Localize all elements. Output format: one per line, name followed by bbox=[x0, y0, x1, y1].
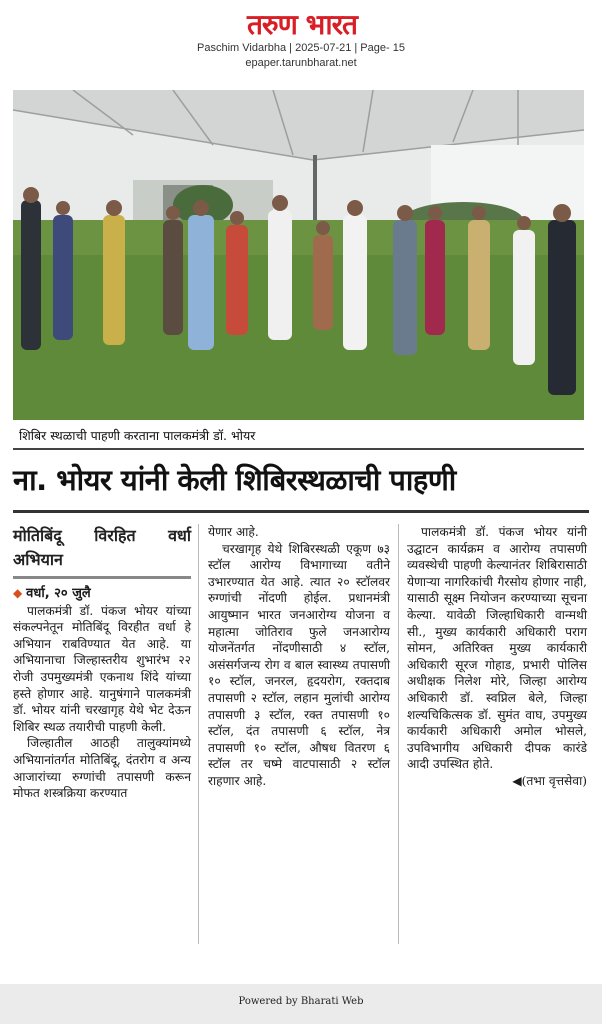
paragraph: येणार आहे. bbox=[208, 525, 259, 539]
dateline: वर्धा, २० जुलै bbox=[26, 586, 91, 601]
column-rule bbox=[198, 524, 199, 944]
paragraph: जिल्हातील आठही तालुक्यांमध्ये अभियानांतर्गत मोतिबिंदू, दंतरोग व अन्य आजारांच्या रुग्णांची तपासणी करून मोफत शस्त्रक्रिया करण्यात bbox=[13, 736, 191, 801]
article-column-1 bbox=[13, 524, 191, 802]
footer bbox=[0, 984, 602, 1024]
column-rule bbox=[398, 524, 399, 944]
diamond-bullet-icon: ◆ bbox=[13, 586, 23, 600]
masthead bbox=[0, 0, 602, 88]
article-headline: ना. भोयर यांनी केली शिबिरस्थळाची पाहणी bbox=[13, 463, 456, 497]
credit-line bbox=[407, 773, 587, 790]
logo-text: तरुण भारत bbox=[246, 8, 358, 41]
powered-by-link[interactable]: Powered by Bharati Web bbox=[238, 996, 364, 1007]
paragraph: पालकमंत्री डॉ. पंकज भोयर यांनी उद्घाटन कार्यक्रम व आरोग्य तपासणी व्यवस्थेची पाहणी केल्यानंतर शिबिरासाठी येणाऱ्या नागरिकांची गैरसोय होणार नाही, यासाठी सूक्ष्म नियोजन करण्याच्या सूचना केल्या. यावेळी जिल्हाधिकारी वान्मथी सी., मुख्य कार्यकारी अधिकारी पराग सोमन, अतिरिक्त मुख्य कार्यकारी अधिकारी सूरज गोहाड, प्रभारी पोलिस अधीक्षक निलेश मोरे, जिल्हा आरोग्य अधिकारी डॉ. स्वप्निल बेले, जिल्हा शल्यचिकित्सक डॉ. सुमंत वाघ, उपमुख्य कार्यकारी अधिकारी अमोल भोसले, उपविभागीय अधिकारी दीपक कारंडे आदी उपस्थित होते. bbox=[407, 525, 587, 772]
paragraph: पालकमंत्री डॉ. पंकज भोयर यांच्या संकल्पनेतून मोतिबिंदू विरहीत वर्धा हे अभियान राबविण्यात येत आहे. या अभियानाचा जिल्हास्तरीय शुभारंभ २२ रोजी उपमुख्यमंत्री एकनाथ शिंदे यांच्या हस्ते होणार आहे. यानुषंगाने पालकमंत्री डॉ. भोयर यांनी चरखागृह येथे भेट देऊन शिबिर स्थळ तयारीची पाहणी केली. bbox=[13, 603, 191, 734]
dateline-paragraph bbox=[13, 585, 191, 603]
paragraph: चरखागृह येथे शिबिरस्थळी एकूण ७३ स्टॉल आरोग्य विभागाच्या वतीने उभारण्यात येत आहे. त्यात २० स्टॉलवर रुग्णांची नोंदणी होईल. प्रधानमंत्री आयुष्मान भारत जनआरोग्य योजना व महात्मा जोतिराव फुले जनआरोग्य योजनेंतर्गत नोंदणीसाठी ४ स्टॉल, असंसर्गजन्य रोग व बाल स्वास्थ्य तपासणी १० स्टॉल, जनरल, हृदयरोग, रक्तदाब तपासणी २ स्टॉल, लहान मुलांची आरोग्य तपासणी ३ स्टॉल, रक्त तपासणी १० स्टॉल, दंत तपासणी ६ स्टॉल, नेत्र तपासणी १० स्टॉल, औषध वितरण ६ स्टॉल तर चष्मे वाटपासाठी २ स्टॉल राहणार आहे. bbox=[208, 541, 390, 788]
epaper-url[interactable]: epaper.tarunbharat.net bbox=[245, 57, 357, 69]
tarun-bharat-logo[interactable] bbox=[218, 8, 386, 42]
photo-illustration bbox=[13, 90, 584, 420]
article-column-3 bbox=[407, 524, 587, 790]
news-photo bbox=[13, 90, 584, 420]
headline-divider bbox=[13, 510, 589, 513]
edition-line: Paschim Vidarbha | 2025-07-21 | Page- 15 bbox=[197, 42, 405, 54]
article-subhead: मोतिबिंदू विरहित वर्धा अभियान bbox=[13, 524, 191, 579]
article-column-2 bbox=[208, 524, 390, 790]
news-agency-credit: (तभा वृत्तसेवा) bbox=[521, 773, 587, 788]
triangle-left-icon: ◀ bbox=[512, 773, 522, 788]
photo-caption: शिबिर स्थळाची पाहणी करताना पालकमंत्री डॉ. भोयर bbox=[13, 422, 584, 450]
